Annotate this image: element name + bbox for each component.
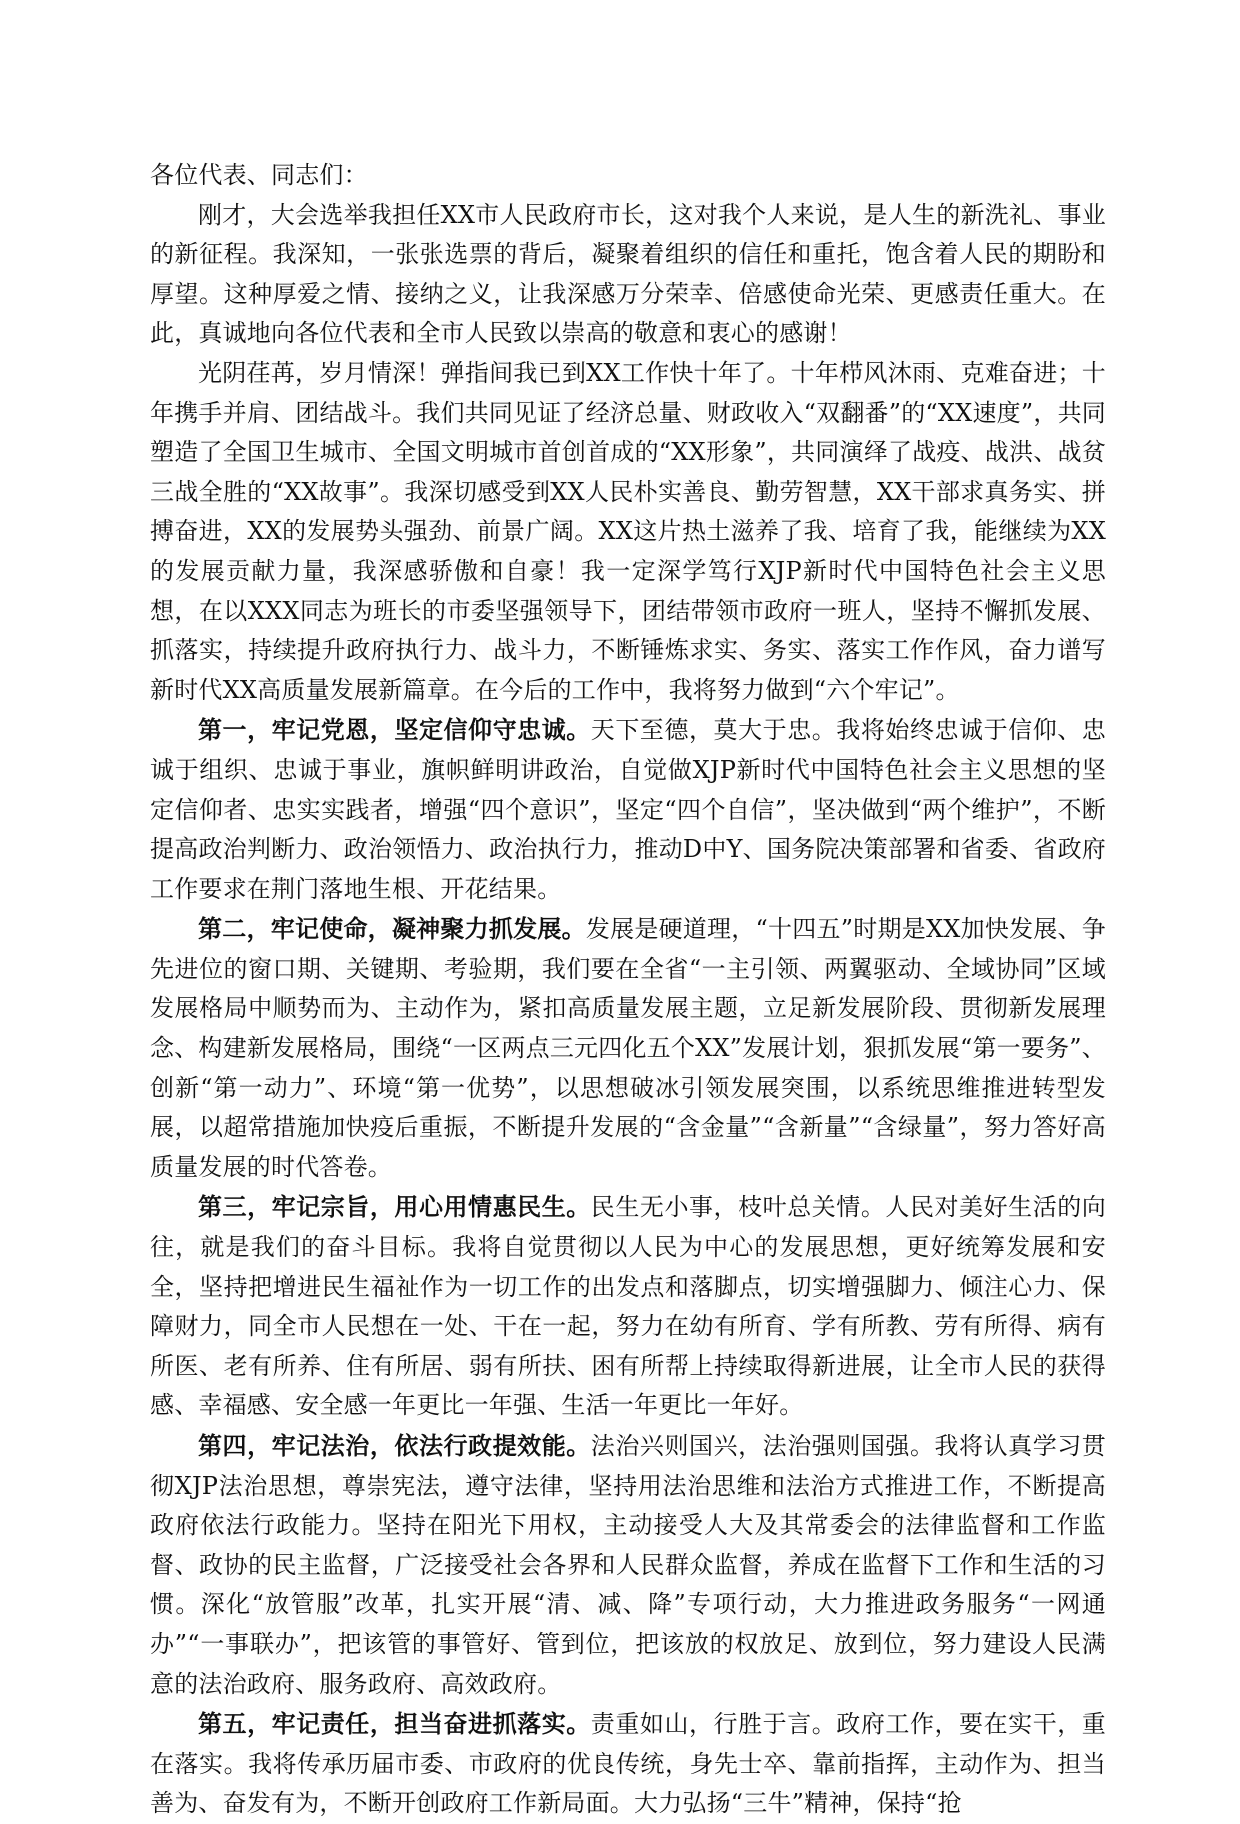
paragraph-ten-years-review (150, 354, 1106, 710)
paragraph-text: 责重如山，行胜于言。政府工作，要在实干，重在落实。我将传承历届市委、市政府的优良传统，身先士卒、靠前指挥，主动作为、担当善为、奋发有为，不断开创政府工作新局面。大力弘扬“三牛”精神，保持“抢 (150, 1710, 1106, 1818)
paragraph-lead-heading: 第三，牢记宗旨，用心用情惠民生。 (198, 1192, 591, 1222)
paragraph-lead-heading: 第五，牢记责任，担当奋进抓落实。 (198, 1709, 591, 1739)
paragraph-opening-thanks (150, 196, 1106, 354)
paragraph-text: 光阴荏苒，岁月情深！弹指间我已到XX工作快十年了。十年栉风沐雨、克难奋进；十年携手并肩、团结战斗。我们共同见证了经济总量、财政收入“双翻番”的“XX速度”，共同塑造了全国卫生城市、全国文明城市首创首成的“XX形象”，共同演绎了战疫、战洪、战贫三战全胜的“XX故事”。我深切感受到XX人民朴实善良、勤劳智慧，XX干部求真务实、拼搏奋进，XX的发展势头强劲、前景广阔。XX这片热土滋养了我、培育了我，能继续为XX的发展贡献力量，我深感骄傲和自豪！我一定深学笃行XJP新时代中国特色社会主义思想，在以XXX同志为班长的市委坚强领导下，团结带领市政府一班人，坚持不懈抓发展、抓落实，持续提升政府执行力、战斗力，不断锤炼求实、务实、落实工作作风，奋力谱写新时代XX高质量发展新篇章。在今后的工作中，我将努力做到“六个牢记”。 (150, 358, 1106, 704)
paragraph-text: 发展是硬道理，“十四五”时期是XX加快发展、争先进位的窗口期、关键期、考验期，我们要在全省“一主引领、两翼驱动、全域协同”区域发展格局中顺势而为、主动作为，紧扣高质量发展主题，立足新发展阶段、贯彻新发展理念、构建新发展格局，围绕“一区两点三元四化五个XX”发展计划，狠抓发展“第一要务”、创新“第一动力”、环境“第一优势”，以思想破冰引领发展突围，以系统思维推进转型发展，以超常措施加快疫后重振，不断提升发展的“含金量”“含新量”“含绿量”，努力答好高质量发展的时代答卷。 (150, 915, 1106, 1181)
paragraph-point-one (150, 710, 1106, 909)
paragraph-point-five (150, 1704, 1106, 1824)
paragraph-lead-heading: 第四，牢记法治，依法行政提效能。 (198, 1431, 591, 1460)
paragraph-point-four (150, 1426, 1106, 1704)
paragraph-point-three (150, 1187, 1106, 1426)
paragraph-lead-heading: 第一，牢记党恩，坚定信仰守忠诚。 (198, 715, 591, 745)
speech-body (150, 156, 1106, 1824)
paragraph-text: 天下至德，莫大于忠。我将始终忠诚于信仰、忠诚于组织、忠诚于事业，旗帜鲜明讲政治，自觉做XJP新时代中国特色社会主义思想的坚定信仰者、忠实实践者，增强“四个意识”，坚定“四个自信”，坚决做到“两个维护”，不断提高政治判断力、政治领悟力、政治执行力，推动D中Y、国务院决策部署和省委、省政府工作要求在荆门落地生根、开花结果。 (150, 716, 1106, 903)
paragraph-text: 法治兴则国兴，法治强则国强。我将认真学习贯彻XJP法治思想，尊崇宪法，遵守法律，坚持用法治思维和法治方式推进工作，不断提高政府依法行政能力。坚持在阳光下用权，主动接受人大及其常委会的法律监督和工作监督、政协的民主监督，广泛接受社会各界和人民群众监督，养成在监督下工作和生活的习惯。深化“放管服”改革，扎实开展“清、减、降”专项行动，大力推进政务服务“一网通办”“一事联办”，把该管的事管好、管到位，把该放的权放足、放到位，努力建设人民满意的法治政府、服务政府、高效政府。 (150, 1432, 1106, 1698)
paragraph-point-two (150, 909, 1106, 1187)
paragraph-text: 民生无小事，枝叶总关情。人民对美好生活的向往，就是我们的奋斗目标。我将自觉贯彻以人民为中心的发展思想，更好统筹发展和安全，坚持把增进民生福祉作为一切工作的出发点和落脚点，切实增强脚力、倾注心力、保障财力，同全市人民想在一处、干在一起，努力在幼有所育、学有所教、劳有所得、病有所医、老有所养、住有所居、弱有所扶、困有所帮上持续取得新进展，让全市人民的获得感、幸福感、安全感一年更比一年强、生活一年更比一年好。 (150, 1193, 1106, 1420)
paragraph-text: 刚才，大会选举我担任XX市人民政府市长，这对我个人来说，是人生的新洗礼、事业的新征程。我深知，一张张选票的背后，凝聚着组织的信任和重托，饱含着人民的期盼和厚望。这种厚爱之情、接纳之义，让我深感万分荣幸、倍感使命光荣、更感责任重大。在此，真诚地向各位代表和全市人民致以崇高的敬意和衷心的感谢！ (150, 200, 1106, 348)
paragraph-lead-heading: 第二，牢记使命，凝神聚力抓发展。 (198, 914, 586, 944)
salutation: 各位代表、同志们： (150, 161, 368, 189)
